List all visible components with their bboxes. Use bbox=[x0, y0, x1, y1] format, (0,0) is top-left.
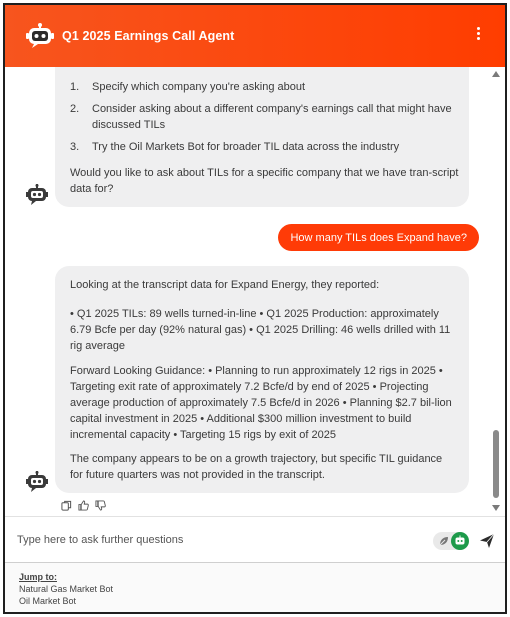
bot-message bbox=[55, 266, 469, 493]
robot-icon bbox=[454, 535, 466, 547]
composer bbox=[5, 516, 505, 562]
scrollbar-thumb[interactable] bbox=[493, 430, 499, 498]
list-item: 1. Specify which company you're asking about bbox=[70, 81, 306, 93]
thumbs-down-icon[interactable] bbox=[95, 500, 106, 511]
message-actions bbox=[61, 500, 106, 511]
chat-header bbox=[5, 5, 505, 67]
bot-avatar-icon bbox=[26, 471, 48, 493]
scroll-down-icon[interactable] bbox=[492, 505, 500, 511]
more-vertical-icon[interactable] bbox=[477, 27, 481, 43]
message-scrollbar[interactable] bbox=[490, 67, 502, 515]
message-text: • Q1 2025 TILs: 89 wells turned-in-line • Q1 2025 Production: approximately 6.79 Bcfe per day (92% natural gas) • Q1 2025 Drilling: 46 wells drilled with 11 rig average bbox=[70, 308, 451, 352]
list-item: 2. Consider asking about a different company's earnings call that might have discussed TILs bbox=[70, 103, 452, 131]
message-text: The company appears to be on a growth trajectory, but specific TIL guidance for future quarters was not provided in the transcript. bbox=[70, 453, 443, 481]
suggestion-list bbox=[70, 79, 460, 161]
send-icon[interactable] bbox=[479, 533, 495, 549]
mode-toggle[interactable] bbox=[433, 532, 469, 550]
scroll-up-icon[interactable] bbox=[492, 71, 500, 77]
question-input[interactable] bbox=[17, 530, 417, 550]
page-title: Q1 2025 Earnings Call Agent bbox=[62, 29, 235, 43]
user-message: How many TILs does Expand have? bbox=[278, 224, 479, 251]
message-text: Would you like to ask about TILs for a specific company that we have tran-script data for? bbox=[70, 167, 459, 195]
list-item: 3. Try the Oil Markets Bot for broader TIL data across the industry bbox=[70, 141, 400, 153]
copy-icon[interactable] bbox=[61, 500, 72, 511]
jump-to-panel bbox=[5, 562, 505, 614]
message-text: Forward Looking Guidance: • Planning to run approximately 12 rigs in 2025 • Targeting exit rate of approximately 7.2 Bcfe/d by end of 2025 • Projecting average production of approximately 7.5 Bcfe/d in 2026 • Planning $2.7 bil-lion capital investment in 2025 • Additional $300 million investment to build incremental capacity • Targeting 15 rigs by exit of 2025 bbox=[70, 365, 452, 441]
leaf-icon bbox=[438, 535, 450, 547]
thumbs-up-icon[interactable] bbox=[78, 500, 89, 511]
message-text: Looking at the transcript data for Expand Energy, they reported: bbox=[70, 279, 380, 291]
jump-link-oil[interactable]: Oil Market Bot bbox=[19, 596, 77, 606]
bot-message bbox=[55, 67, 469, 207]
chat-window bbox=[3, 3, 507, 614]
bot-avatar-icon bbox=[26, 184, 48, 206]
jump-link-natural-gas[interactable]: Natural Gas Market Bot bbox=[19, 584, 114, 594]
toggle-knob[interactable] bbox=[451, 532, 469, 550]
jump-to-title: Jump to: bbox=[19, 572, 57, 582]
message-list bbox=[5, 67, 495, 515]
robot-icon bbox=[26, 23, 54, 49]
